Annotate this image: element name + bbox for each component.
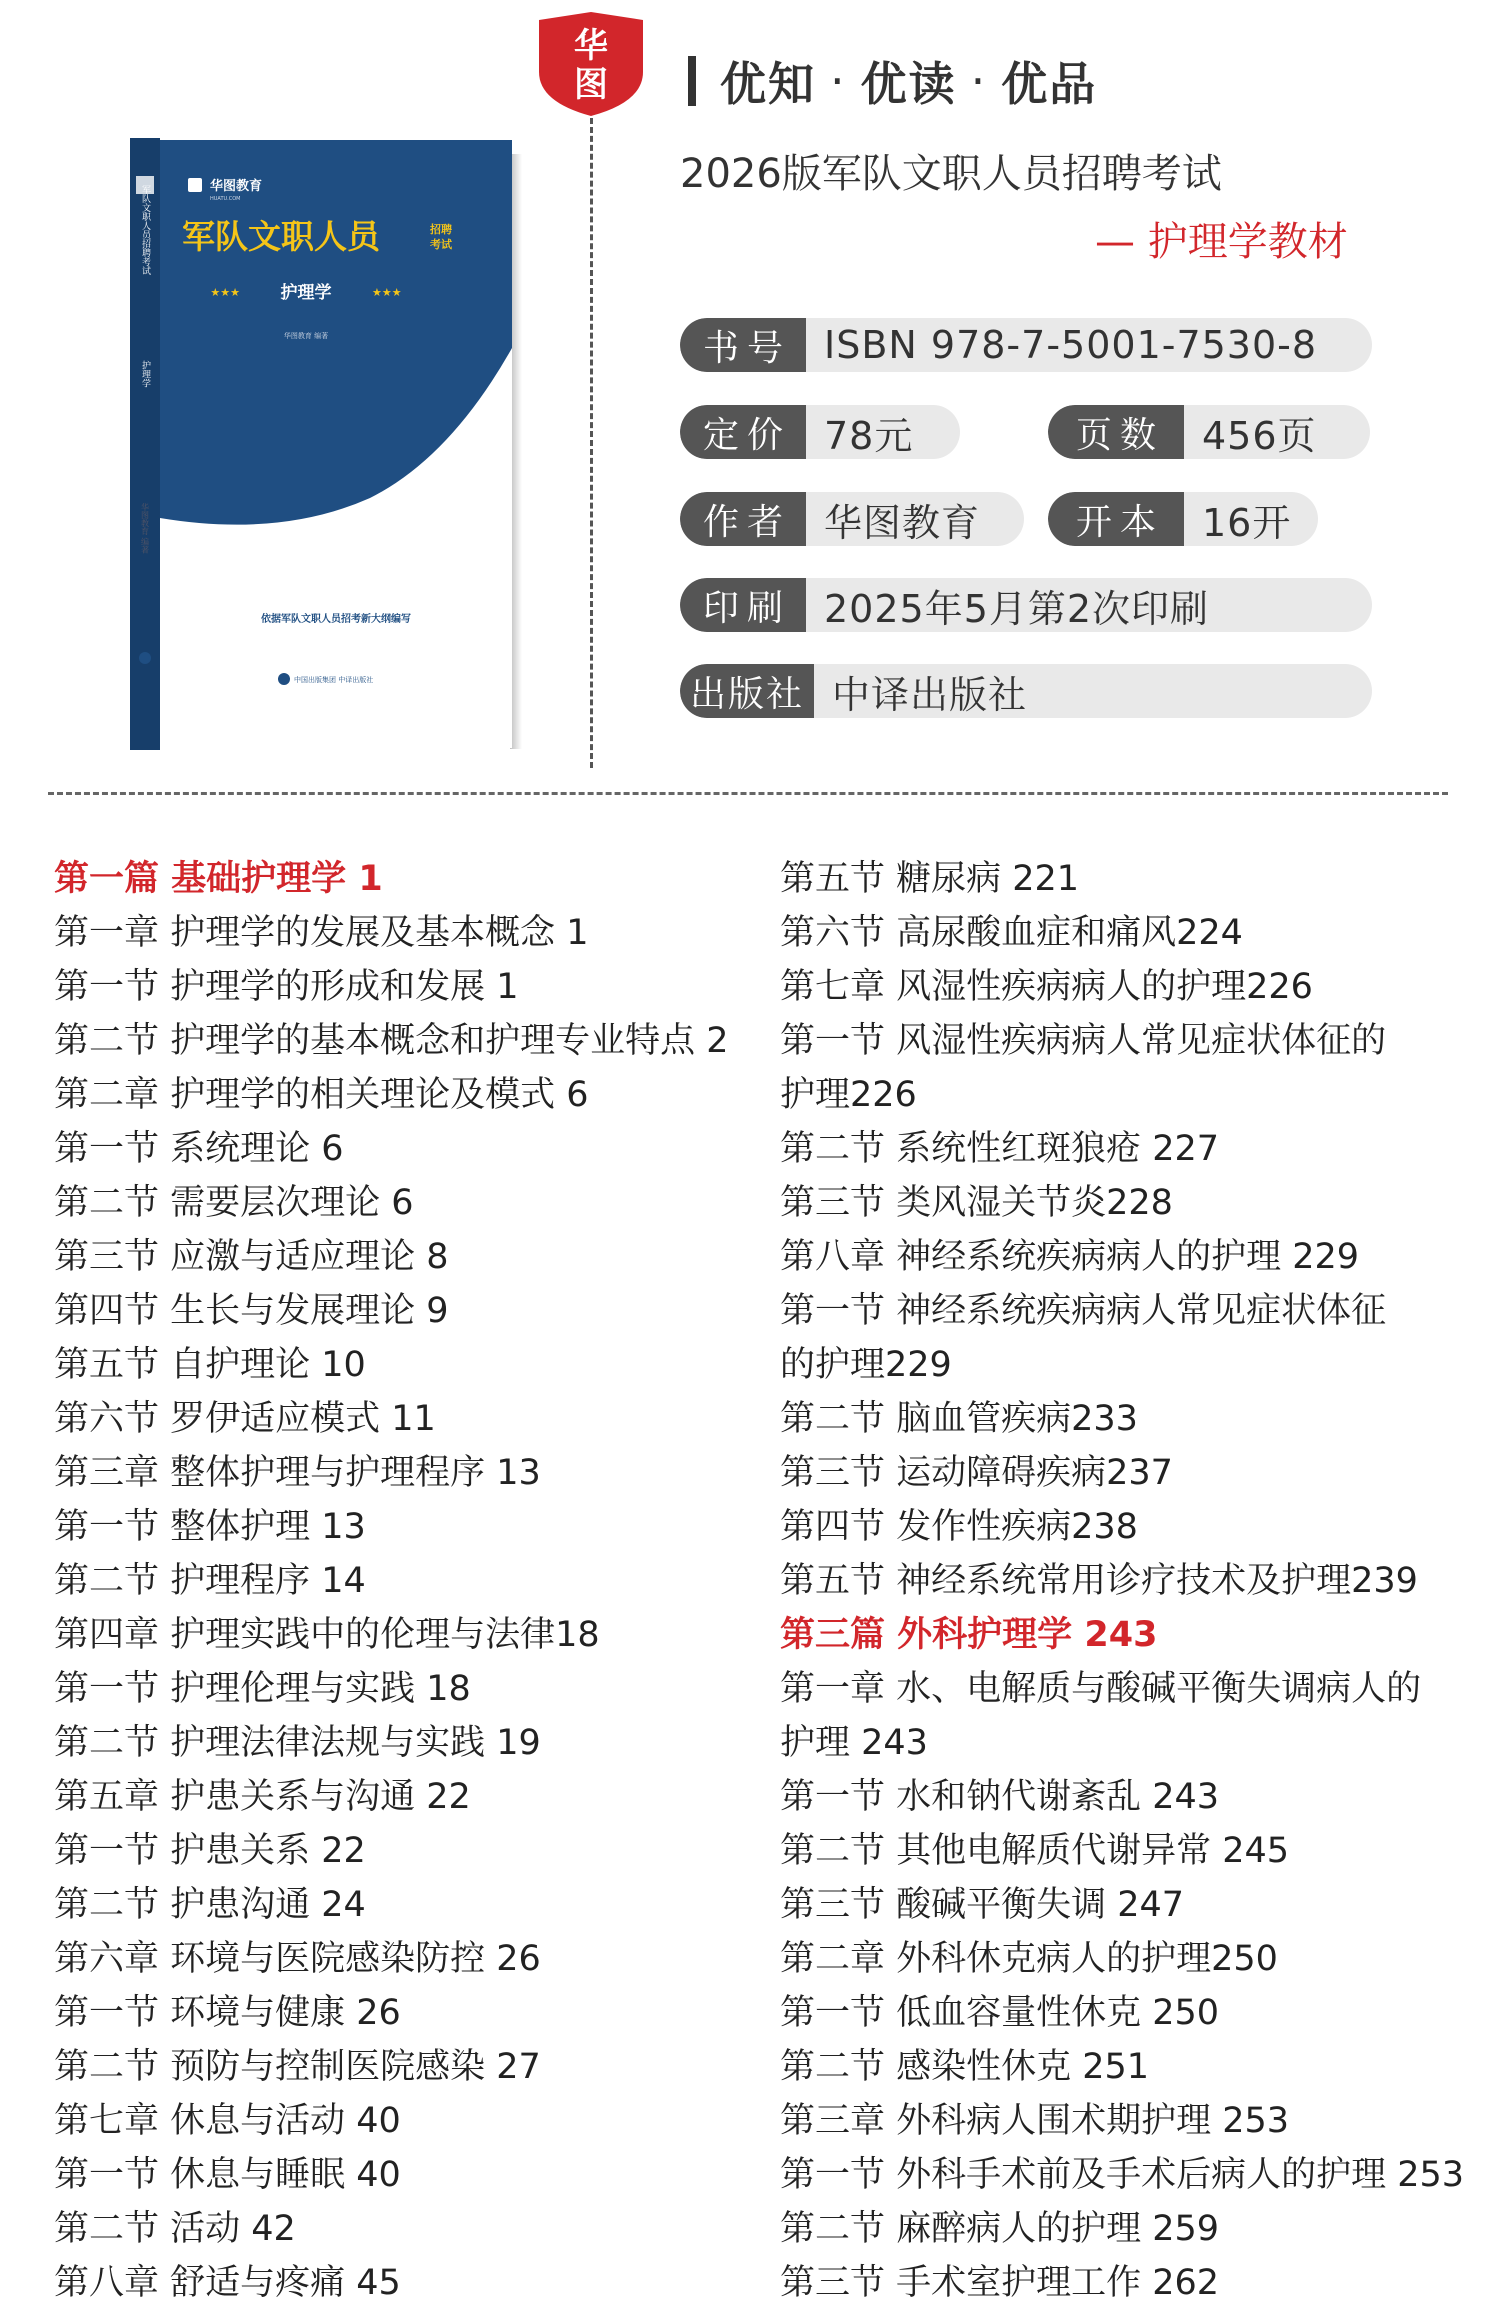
toc-entry: 第一节 环境与健康 26 bbox=[54, 1993, 401, 2033]
toc-entry: 第七章 休息与活动 40 bbox=[54, 2101, 401, 2141]
toc-entry: 第五节 糖尿病 221 bbox=[780, 859, 1080, 899]
toc-entry: 第二节 脑血管疾病233 bbox=[780, 1399, 1138, 1439]
toc-entry: 第一章 护理学的发展及基本概念 1 bbox=[54, 913, 589, 953]
format-value: 16开 bbox=[1202, 500, 1292, 545]
toc-entry: 第二节 系统性红斑狼疮 227 bbox=[780, 1129, 1220, 1169]
slogan-separator: · bbox=[970, 54, 988, 108]
toc-entry: 的护理229 bbox=[780, 1345, 952, 1385]
toc-entry: 第三节 类风湿关节炎228 bbox=[780, 1183, 1173, 1223]
publisher-pill bbox=[680, 664, 1372, 718]
toc-part-heading: 第一篇 基础护理学 1 bbox=[54, 859, 383, 899]
toc-entry: 第二节 麻醉病人的护理 259 bbox=[780, 2209, 1220, 2249]
huatu-logo bbox=[535, 10, 647, 118]
cover-title-tag-1: 招聘 bbox=[430, 223, 452, 236]
toc-entry: 第二节 活动 42 bbox=[54, 2209, 296, 2249]
toc-right-column bbox=[780, 852, 1464, 2310]
cover-stars-right: ★★★ bbox=[372, 286, 402, 299]
toc-entry: 第二节 感染性休克 251 bbox=[780, 2047, 1150, 2087]
publisher-logo-icon bbox=[278, 673, 290, 685]
cover-brand: 华图教育 bbox=[210, 179, 263, 194]
vertical-divider bbox=[590, 118, 593, 768]
horizontal-divider bbox=[48, 792, 1448, 795]
toc-entry: 第三节 运动障碍疾病237 bbox=[780, 1453, 1173, 1493]
toc-entry: 护理226 bbox=[780, 1075, 917, 1115]
toc-entry: 第六节 高尿酸血症和痛风224 bbox=[780, 913, 1243, 953]
toc-entry: 第二节 护患沟通 24 bbox=[54, 1885, 366, 1925]
cover-editor: 华图教育 编著 bbox=[283, 332, 329, 340]
pages-label: 页数 bbox=[1048, 405, 1184, 459]
isbn-value: ISBN 978-7-5001-7530-8 bbox=[824, 323, 1318, 367]
spine-editor: 华图教育 编著 bbox=[140, 502, 150, 554]
toc-entry: 第八章 舒适与疼痛 45 bbox=[54, 2263, 401, 2303]
toc-entry: 第一章 水、电解质与酸碱平衡失调病人的 bbox=[780, 1669, 1422, 1709]
cover-publisher-logo: 中国出版集团 中译出版社 bbox=[294, 676, 374, 684]
isbn-pill bbox=[680, 318, 1372, 372]
toc-entry: 第六章 环境与医院感染防控 26 bbox=[54, 1939, 541, 1979]
toc-entry: 第二节 护理程序 14 bbox=[54, 1561, 366, 1601]
toc-entry: 第二节 需要层次理论 6 bbox=[54, 1183, 414, 1223]
toc-entry: 第一节 护患关系 22 bbox=[54, 1831, 366, 1871]
toc-entry: 第四章 护理实践中的伦理与法律18 bbox=[54, 1615, 600, 1655]
brand-icon bbox=[188, 178, 202, 192]
author-label: 作者 bbox=[680, 492, 806, 546]
slogan-bar bbox=[688, 56, 696, 106]
pages-value: 456页 bbox=[1202, 413, 1317, 458]
toc-entry: 第一节 风湿性疾病病人常见症状体征的 bbox=[780, 1021, 1387, 1061]
logo-char-1: 华 bbox=[574, 26, 608, 66]
toc-part-heading: 第三篇 外科护理学 243 bbox=[780, 1615, 1158, 1655]
print-pill bbox=[680, 578, 1372, 632]
slogan-separator: · bbox=[830, 54, 847, 108]
toc-entry: 第二节 其他电解质代谢异常 245 bbox=[780, 1831, 1290, 1871]
cover-stars-left: ★★★ bbox=[210, 286, 240, 299]
logo-char-2: 图 bbox=[574, 65, 608, 105]
toc-entry: 第一节 休息与睡眠 40 bbox=[54, 2155, 401, 2195]
slogan-word-3: 优品 bbox=[1001, 57, 1098, 111]
publisher-label: 出版社 bbox=[680, 664, 814, 718]
toc-entry: 第五节 自护理论 10 bbox=[54, 1345, 366, 1385]
toc-entry: 第三节 手术室护理工作 262 bbox=[780, 2263, 1220, 2303]
toc-entry: 第四节 发作性疾病238 bbox=[780, 1507, 1138, 1547]
toc-entry: 第二章 外科休克病人的护理250 bbox=[780, 1939, 1278, 1979]
cover-title: 军队文职人员 bbox=[182, 217, 380, 256]
format-label: 开本 bbox=[1048, 492, 1184, 546]
print-label: 印刷 bbox=[680, 578, 806, 632]
toc-entry: 第二节 护理法律法规与实践 19 bbox=[54, 1723, 541, 1763]
toc-entry: 护理 243 bbox=[780, 1723, 928, 1763]
toc-left-column bbox=[54, 852, 729, 2310]
toc-entry: 第三节 应激与适应理论 8 bbox=[54, 1237, 449, 1277]
toc-entry: 第二节 护理学的基本概念和护理专业特点 2 bbox=[54, 1021, 729, 1061]
print-value: 2025年5月第2次印刷 bbox=[824, 586, 1210, 631]
toc-entry: 第二节 预防与控制医院感染 27 bbox=[54, 2047, 541, 2087]
book-cover-image bbox=[130, 138, 522, 753]
spine-publisher-icon bbox=[139, 652, 151, 664]
toc-entry: 第三节 酸碱平衡失调 247 bbox=[780, 1885, 1185, 1925]
cover-footer-note: 依据军队文职人员招考新大纲编写 bbox=[261, 614, 411, 625]
toc-entry: 第一节 外科手术前及手术后病人的护理 253 bbox=[780, 2155, 1465, 2195]
toc-entry: 第二章 护理学的相关理论及模式 6 bbox=[54, 1075, 589, 1115]
cover-brand-url: HUATU.COM bbox=[210, 196, 241, 202]
author-value: 华图教育 bbox=[824, 500, 981, 545]
toc-entry: 第四节 生长与发展理论 9 bbox=[54, 1291, 449, 1331]
toc-entry: 第三章 外科病人围术期护理 253 bbox=[780, 2101, 1290, 2141]
product-title: 2026版军队文职人员招聘考试 bbox=[680, 151, 1222, 197]
publisher-value: 中译出版社 bbox=[832, 672, 1028, 717]
slogan-word-2: 优读 bbox=[860, 57, 957, 111]
cover-subject: 护理学 bbox=[280, 283, 332, 303]
product-subtitle: — 护理学教材 bbox=[1095, 219, 1348, 265]
slogan-word-1: 优知 bbox=[720, 57, 816, 111]
spine-subject: 护理学 bbox=[140, 360, 150, 388]
price-label: 定价 bbox=[680, 405, 806, 459]
toc-entry: 第八章 神经系统疾病病人的护理 229 bbox=[780, 1237, 1360, 1277]
toc-entry: 第六节 罗伊适应模式 11 bbox=[54, 1399, 436, 1439]
toc-entry: 第一节 神经系统疾病病人常见症状体征 bbox=[780, 1291, 1387, 1331]
pages-pill bbox=[1048, 405, 1370, 459]
toc-entry: 第七章 风湿性疾病病人的护理226 bbox=[780, 967, 1313, 1007]
author-pill bbox=[680, 492, 1024, 546]
format-pill bbox=[1048, 492, 1318, 546]
toc-entry: 第一节 护理学的形成和发展 1 bbox=[54, 967, 519, 1007]
cover-title-tag-2: 考试 bbox=[430, 238, 452, 251]
spine-title: 军队文职人员招聘考试 bbox=[140, 185, 150, 275]
toc-entry: 第五节 神经系统常用诊疗技术及护理239 bbox=[780, 1561, 1418, 1601]
toc-entry: 第三章 整体护理与护理程序 13 bbox=[54, 1453, 541, 1493]
isbn-label: 书号 bbox=[680, 318, 806, 372]
toc-entry: 第一节 系统理论 6 bbox=[54, 1129, 344, 1169]
price-pill bbox=[680, 405, 960, 459]
toc-entry: 第一节 水和钠代谢紊乱 243 bbox=[780, 1777, 1220, 1817]
price-value: 78元 bbox=[824, 413, 914, 458]
toc-entry: 第一节 整体护理 13 bbox=[54, 1507, 366, 1547]
slogan bbox=[688, 48, 1097, 114]
toc-entry: 第一节 低血容量性休克 250 bbox=[780, 1993, 1220, 2033]
toc-entry: 第五章 护患关系与沟通 22 bbox=[54, 1777, 471, 1817]
toc-entry: 第一节 护理伦理与实践 18 bbox=[54, 1669, 471, 1709]
